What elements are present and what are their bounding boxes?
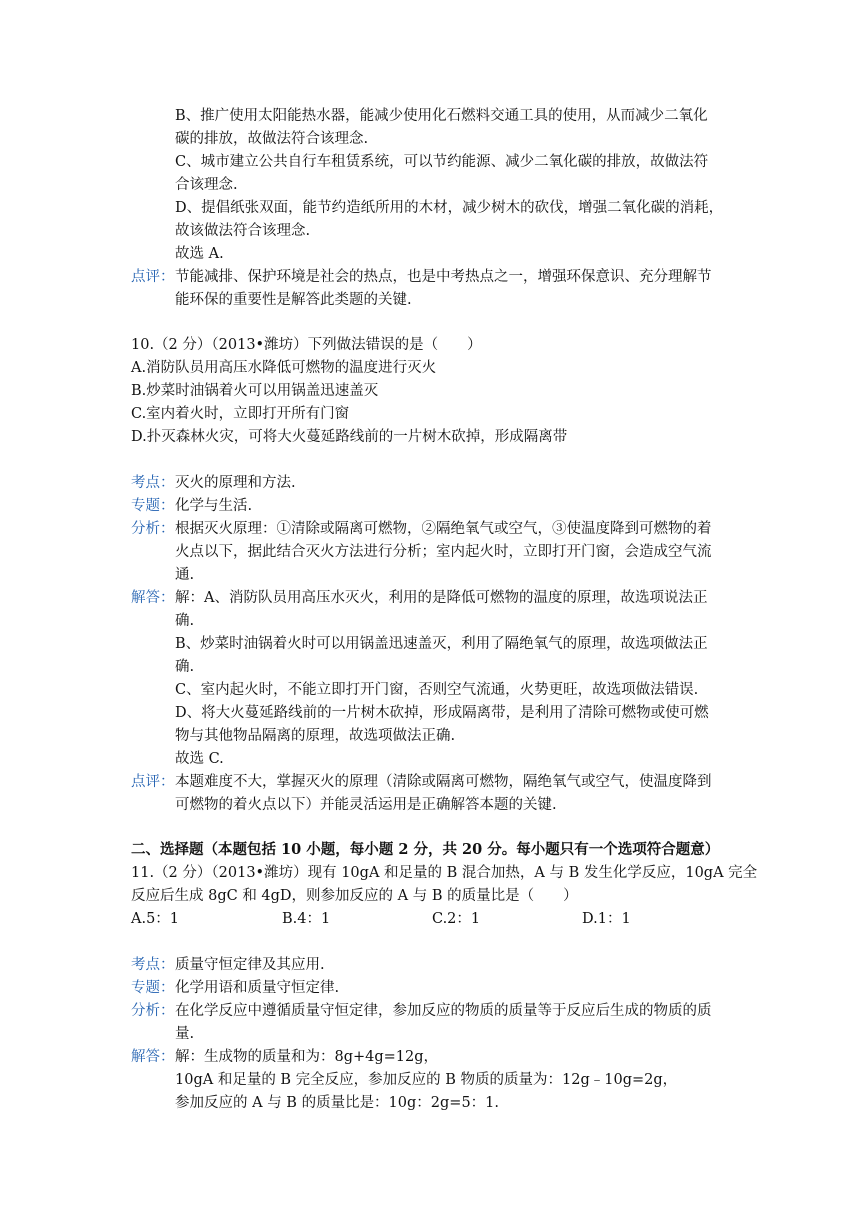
q11-option-c: C.2：1 [432,911,481,927]
prev-answer-line: 故选 A. [175,246,224,262]
q11-option-b: B.4：1 [282,911,331,927]
q10-zhuanti-label: 专题： [131,498,175,514]
q10-jieda-line: B、炒菜时油锅着火时可以用锅盖迅速盖灭，利用了隔绝氧气的原理，故选项做法正 [175,636,708,652]
q11-kaodian: 质量守恒定律及其应用. [175,957,325,973]
q11-fenxi-line: 量. [175,1026,195,1042]
q10-option-c: C.室内着火时，立即打开所有门窗 [131,406,350,422]
section-title: 二、选择题（本题包括 10 小题，每小题 2 分，共 20 分。每小题只有一个选项符合题意） [131,841,720,858]
prev-comment-label: 点评： [131,269,175,285]
q10-option-a: A.消防队员用高压水降低可燃物的温度进行灭火 [131,360,437,376]
q10-jieda-label: 解答： [131,590,175,606]
q10-option-b: B.炒菜时油锅着火可以用锅盖迅速盖灭 [131,383,379,399]
q11-stem-line: 11.（2 分）（2013•潍坊）现有 10gA 和足量的 B 混合加热，A 与 B 发生化学反应，10gA 完全 [131,865,758,881]
q11-zhuanti-label: 专题： [131,980,175,996]
q10-jieda-line: 确. [175,613,195,629]
prev-answer-line: C、城市建立公共自行车租赁系统，可以节约能源、减少二氧化碳的排放，故做法符 [175,154,709,170]
q10-jieda-line: 确. [175,659,195,675]
prev-answer-line: 故该做法符合该理念. [175,223,311,239]
q10-jieda-line: 故选 C. [175,751,224,767]
q11-jieda-line: 10gA 和足量的 B 完全反应，参加反应的 B 物质的质量为：12g﹣10g=2g， [175,1072,678,1088]
prev-comment-line: 能环保的重要性是解答此类题的关键. [175,292,412,308]
q10-dianping-label: 点评： [131,774,175,790]
q10-fenxi-line: 根据灭火原理：①清除或隔离可燃物，②隔绝氧气或空气，③使温度降到可燃物的着 [175,521,712,537]
prev-answer-line: 合该理念. [175,177,238,193]
q11-jieda-line: 解：生成物的质量和为：8g+4g=12g， [175,1049,439,1065]
q10-kaodian-label: 考点： [131,475,175,491]
q10-stem: 10.（2 分）（2013•潍坊）下列做法错误的是（ ） [131,337,482,353]
q10-jieda-line: C、室内起火时，不能立即打开门窗，否则空气流通，火势更旺，故选项做法错误. [175,682,699,698]
q11-option-a: A.5：1 [131,911,180,927]
q10-option-d: D.扑灭森林火灾，可将大火蔓延路线前的一片树木砍掉，形成隔离带 [131,429,568,445]
q10-jieda-line: 解：A、消防队员用高压水灭火，利用的是降低可燃物的温度的原理，故选项说法正 [175,590,708,606]
q10-dianping-line: 可燃物的着火点以下）并能灵活运用是正确解答本题的关键. [175,797,557,813]
prev-answer-line: B、推广使用太阳能热水器，能减少使用化石燃料交通工具的使用，从而减少二氧化 [175,108,708,124]
q11-zhuanti: 化学用语和质量守恒定律. [175,980,340,996]
q10-jieda-line: 物与其他物品隔离的原理，故选项做法正确. [175,728,456,744]
q11-fenxi-line: 在化学反应中遵循质量守恒定律，参加反应的物质的质量等于反应后生成的物质的质 [175,1003,712,1019]
q11-jieda-label: 解答： [131,1049,175,1065]
q10-jieda-line: D、将大火蔓延路线前的一片树木砍掉，形成隔离带，是利用了清除可燃物或使可燃 [175,705,709,721]
prev-comment-line: 节能减排、保护环境是社会的热点，也是中考热点之一，增强环保意识、充分理解节 [175,269,712,285]
q10-fenxi-line: 通. [175,567,195,583]
q11-option-d: D.1：1 [582,911,631,927]
q11-stem-line: 反应后生成 8gC 和 4gD，则参加反应的 A 与 B 的质量比是（ ） [131,888,578,904]
q10-zhuanti: 化学与生活. [175,498,253,514]
q11-jieda-line: 参加反应的 A 与 B 的质量比是：10g：2g=5：1. [175,1095,500,1111]
prev-answer-line: 碳的排放，故做法符合该理念. [175,131,369,147]
q10-kaodian: 灭火的原理和方法. [175,475,296,491]
prev-answer-line: D、提倡纸张双面，能节约造纸所用的木材，减少树木的砍伐，增强二氧化碳的消耗， [175,200,724,216]
q10-fenxi-line: 火点以下，据此结合灭火方法进行分析；室内起火时，立即打开门窗，会造成空气流 [175,544,712,560]
q11-kaodian-label: 考点： [131,957,175,973]
q10-dianping-line: 本题难度不大，掌握灭火的原理（清除或隔离可燃物，隔绝氧气或空气，使温度降到 [175,774,712,790]
q11-fenxi-label: 分析： [131,1003,175,1019]
q10-fenxi-label: 分析： [131,521,175,537]
